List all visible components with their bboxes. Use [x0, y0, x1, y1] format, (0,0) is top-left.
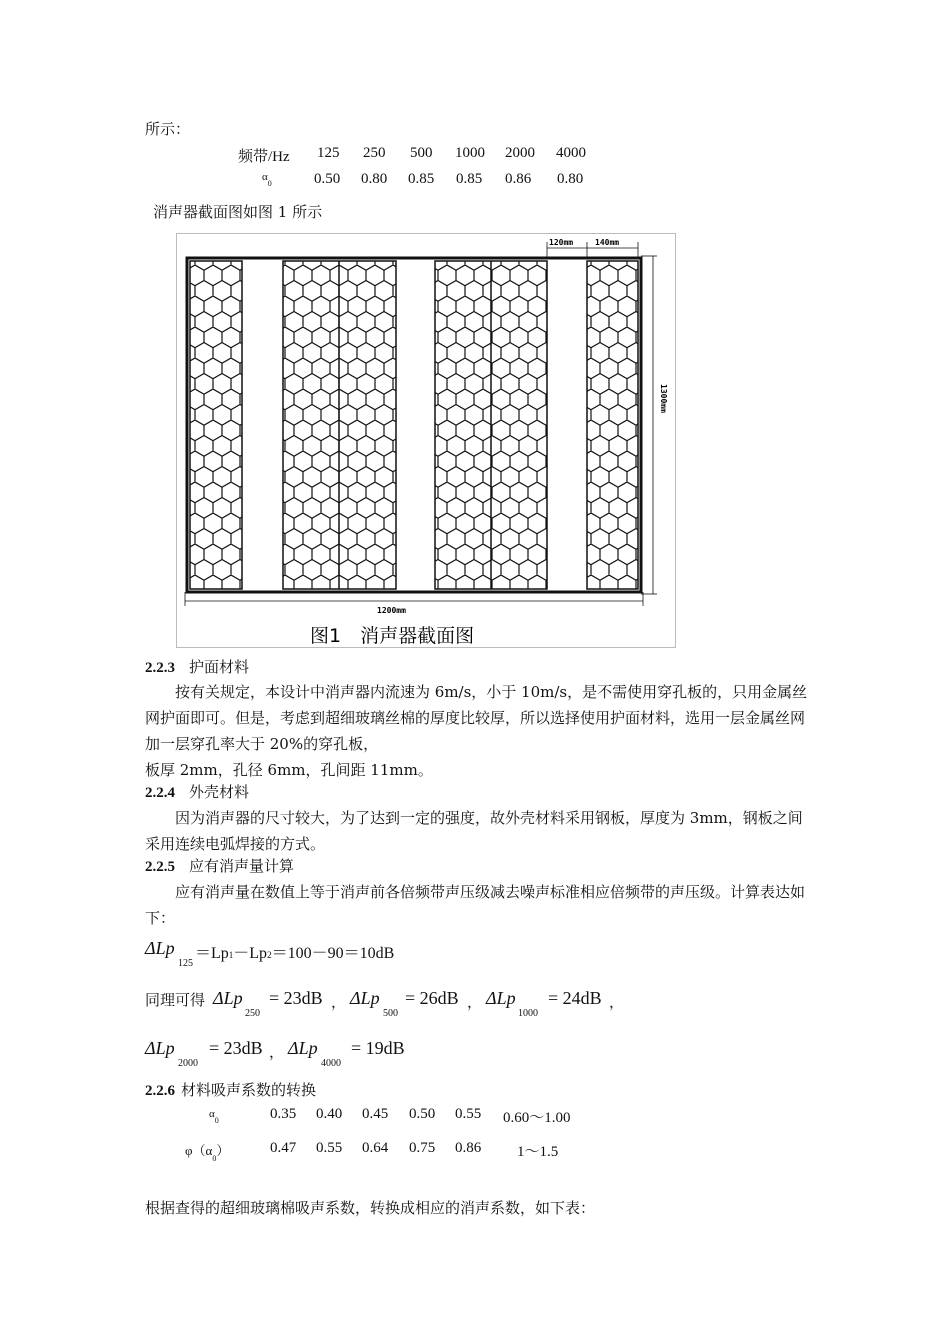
phi-cell: 0.55 — [316, 1140, 343, 1156]
phi-cell: 0.47 — [270, 1140, 297, 1156]
closing-text: 根据查得的超细玻璃棉吸声系数，转换成相应的消声系数，如下表： — [145, 1199, 596, 1217]
muffler-diagram — [177, 234, 675, 647]
freq-cell: 250 — [363, 145, 386, 161]
paragraph-shell-material: 因为消声器的尺寸较大，为了达到一定的强度，故外壳材料采用钢板，厚度为 3mm，钢板之间采用连续电弧焊接的方式。 — [145, 809, 803, 853]
figure-caption: 图1 消声器截面图 — [310, 625, 475, 647]
freq-cell: 4000 — [556, 145, 586, 161]
absorber-column — [190, 261, 242, 589]
section-heading-2-2-6: 2.2.6 材料吸声系数的转换 — [145, 1081, 317, 1099]
alpha-cell: 0.85 — [408, 171, 435, 187]
alpha-cell: 0.40 — [316, 1106, 343, 1122]
phi-cell: 0.86 — [455, 1140, 482, 1156]
casing-outline — [187, 258, 641, 592]
paragraph-attenuation-calc: 应有消声量在数值上等于消声前各倍频带声压级减去噪声标准相应倍频带的声压级。计算表达如下： — [145, 883, 806, 927]
section-heading-2-2-3: 2.2.3 护面材料 — [145, 658, 250, 676]
paragraph-protection-material: 按有关规定，本设计中消声器内流速为 6m/s，小于 10m/s，是不需使用穿孔板的，只用金属丝网护面即可。但是，考虑到超细玻璃丝棉的厚度比较厚，所以选择使用护面材料，选用一层金属丝网加一层穿孔率大于 20%的穿孔板， — [145, 683, 808, 753]
alpha-cell: 0.80 — [557, 171, 584, 187]
phi-cell: 1～1.5 — [517, 1144, 559, 1160]
alpha-cell: 0.50 — [409, 1106, 436, 1122]
phi-cell: 0.75 — [409, 1140, 436, 1156]
alpha-symbol: $\alpha_0$ — [262, 171, 272, 188]
alpha-cell: 0.85 — [456, 171, 483, 187]
freq-header-label: 频带/Hz — [238, 149, 290, 165]
equation-row-2: 同理可得 ΔLp 250 = 23dB ， ΔLp 500 = 26dB ， ΔLp 1000 = 24dB ， — [145, 988, 625, 1019]
alpha-cell: 0.55 — [455, 1106, 482, 1122]
dim-label-120: 120mm — [549, 238, 574, 247]
section-heading-2-2-4: 2.2.4 外壳材料 — [145, 783, 250, 801]
freq-cell: 2000 — [505, 145, 535, 161]
alpha-row-label: $\alpha_0$ — [209, 1108, 219, 1125]
phi-cell: 0.64 — [362, 1140, 389, 1156]
alpha-cell: 0.35 — [270, 1106, 297, 1122]
dim-label-140: 140mm — [595, 238, 620, 247]
alpha-cell: 0.45 — [362, 1106, 389, 1122]
alpha-cell: 0.80 — [361, 171, 388, 187]
phi-row-label: $\varphi(\alpha_0)$ — [185, 1143, 230, 1163]
freq-cell: 500 — [410, 145, 433, 161]
alpha-cell: 0.60～1.00 — [503, 1110, 571, 1126]
intro-text: 所示： — [145, 120, 191, 138]
alpha-cell: 0.50 — [314, 171, 341, 187]
alpha-cell: 0.86 — [505, 171, 532, 187]
freq-cell: 1000 — [455, 145, 485, 161]
figure-intro: 消声器截面图如图 1 所示 — [153, 203, 323, 221]
section-heading-2-2-5: 2.2.5 应有消声量计算 — [145, 857, 295, 875]
absorber-column — [587, 261, 638, 589]
freq-cell: 125 — [317, 145, 340, 161]
dim-label-width: 1200mm — [377, 606, 406, 615]
paragraph-plate-spec: 板厚 2mm，孔径 6mm，孔间距 11mm。 — [145, 761, 433, 779]
equation-row-3: ΔLp 2000 = 23dB ， ΔLp 4000 = 19dB — [145, 1038, 405, 1069]
dim-label-height: 1300mm — [659, 384, 668, 413]
muffler-cross-section-figure — [176, 233, 676, 648]
